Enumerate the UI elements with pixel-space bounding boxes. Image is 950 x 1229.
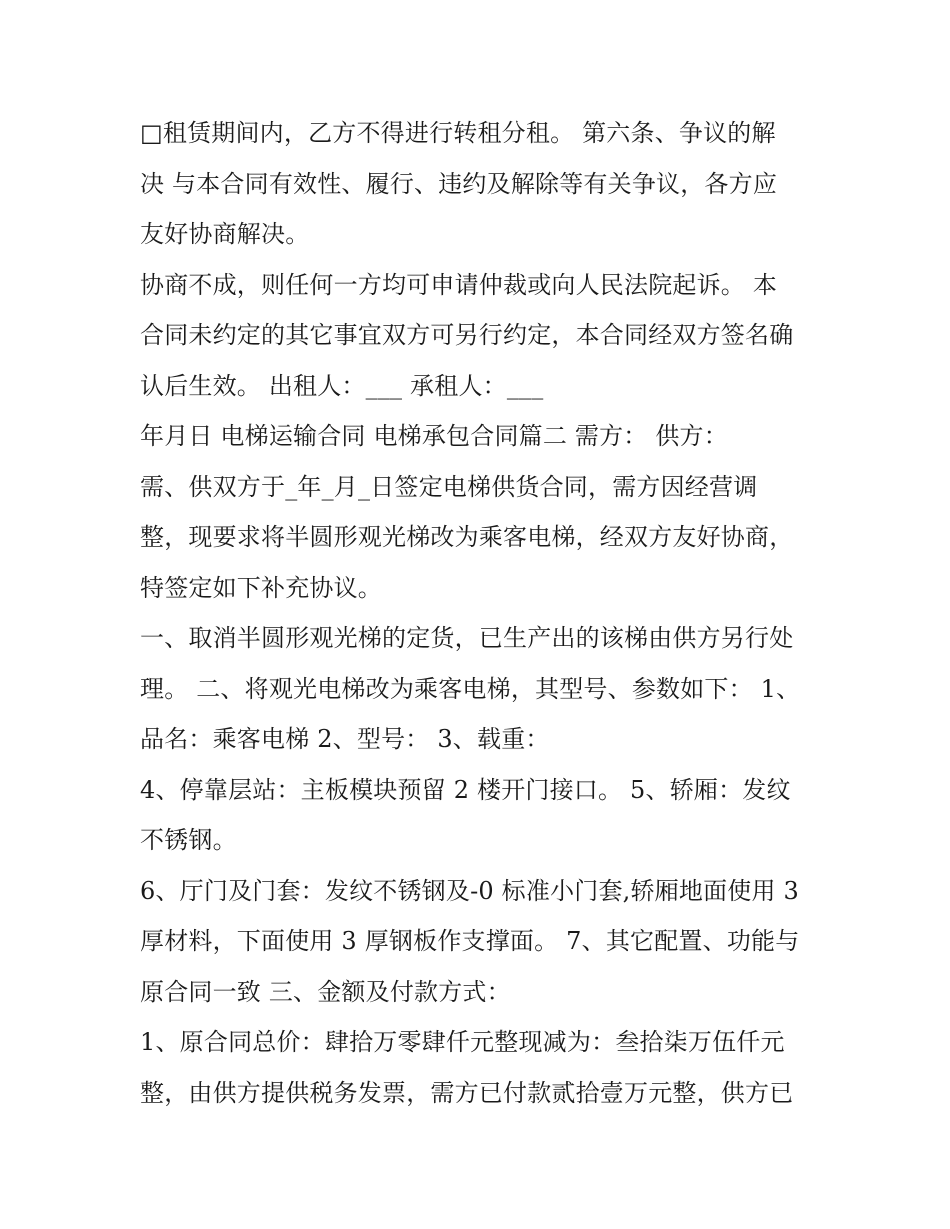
paragraph-arbitration-signatures bbox=[140, 260, 820, 412]
text-line: 认后生效。 出租人：___ 承租人：___ bbox=[140, 371, 544, 400]
text-line: 4、停靠层站：主板模块预留 2 楼开门接口。 5、轿厢：发纹 bbox=[140, 775, 791, 804]
text-line: 年月日 电梯运输合同 电梯承包合同篇二 需方： 供方： bbox=[140, 422, 728, 450]
paragraph-item-six-seven bbox=[140, 866, 820, 1018]
text-line: 友好协商解决。 bbox=[140, 220, 310, 248]
text-line: 特签定如下补充协议。 bbox=[140, 573, 382, 602]
paragraph-payment-terms bbox=[140, 1017, 820, 1118]
document-body bbox=[140, 108, 820, 1118]
paragraph-clause-one-two bbox=[140, 613, 820, 765]
text-line: 不锈钢。 bbox=[140, 826, 237, 854]
text-line: 6、厅门及门套：发纹不锈钢及-0 标准小门套,轿厢地面使用 3 bbox=[140, 876, 800, 905]
text-line: 整，现要求将半圆形观光梯改为乘客电梯，经双方友好协商， bbox=[140, 523, 794, 551]
paragraph-contract-two-heading bbox=[140, 411, 820, 462]
paragraph-supplement-intro bbox=[140, 462, 820, 614]
text-line: 决 与本合同有效性、履行、违约及解除等有关争议，各方应 bbox=[140, 169, 778, 198]
text-line: 品名：乘客电梯 2、型号： 3、载重： bbox=[140, 725, 550, 753]
paragraph-sublease-dispute bbox=[140, 108, 820, 260]
paragraph-item-four-five bbox=[140, 765, 820, 866]
text-line: 合同未约定的其它事宜双方可另行约定，本合同经双方签名确 bbox=[140, 321, 794, 349]
text-line: □租赁期间内，乙方不得进行转租分租。 第六条、争议的解 bbox=[140, 119, 776, 147]
text-line: 厚材料，下面使用 3 厚钢板作支撑面。 7、其它配置、功能与 bbox=[140, 927, 800, 955]
text-line: 需、供双方于_年_月_日签定电梯供货合同，需方因经营调 bbox=[140, 472, 758, 501]
text-line: 协商不成，则任何一方均可申请仲裁或向人民法院起诉。 本 bbox=[140, 270, 778, 299]
text-line: 理。 二、将观光电梯改为乘客电梯，其型号、参数如下： 1、 bbox=[140, 674, 801, 703]
text-line: 一、取消半圆形观光梯的定货，已生产出的该梯由供方另行处 bbox=[140, 624, 794, 652]
text-line: 原合同一致 三、金额及付款方式： bbox=[140, 977, 511, 1006]
text-line: 整，由供方提供税务发票，需方已付款贰拾壹万元整，供方已 bbox=[140, 1078, 794, 1107]
text-line: 1、原合同总价：肆拾万零肆仟元整现减为：叁拾柒万伍仟元 bbox=[140, 1028, 785, 1056]
